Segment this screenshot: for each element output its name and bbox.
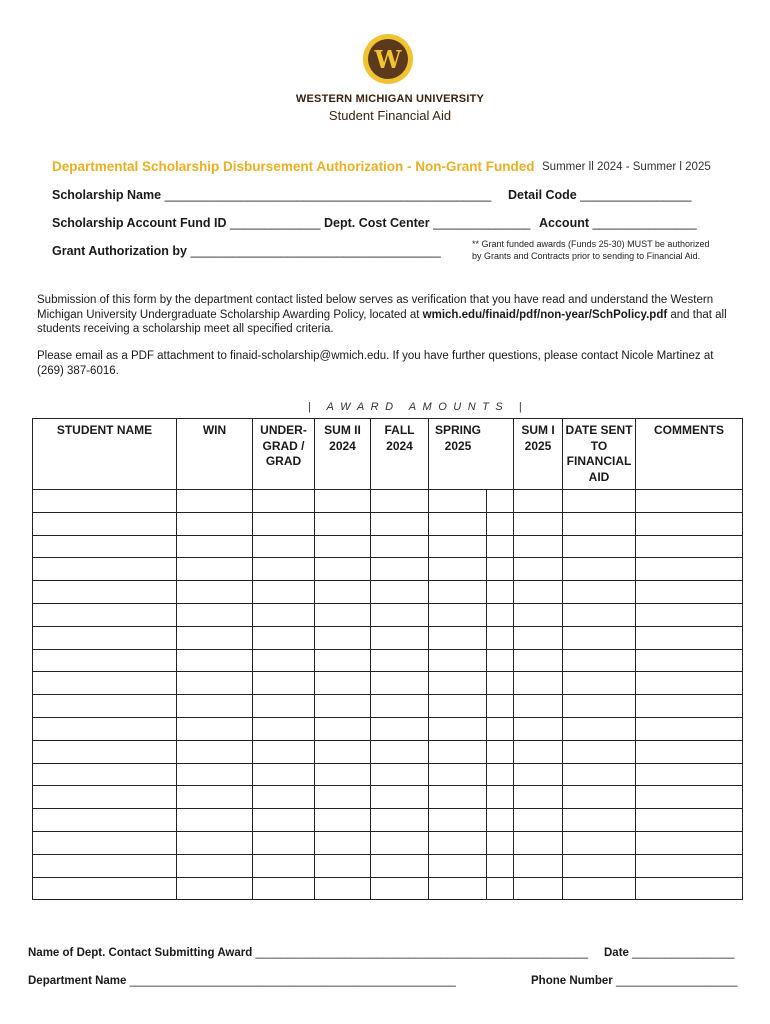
table-cell[interactable] xyxy=(514,649,563,672)
table-row xyxy=(33,603,743,626)
table-cell[interactable] xyxy=(253,672,315,695)
col-sum2-2024: SUM II 2024 xyxy=(315,419,371,490)
table-cell[interactable] xyxy=(636,558,743,581)
table-row xyxy=(33,877,743,900)
table-cell[interactable] xyxy=(563,695,636,718)
table-cell[interactable] xyxy=(177,717,253,740)
table-cell[interactable] xyxy=(371,763,429,786)
table-cell[interactable] xyxy=(636,717,743,740)
table-cell[interactable] xyxy=(371,740,429,763)
table-cell[interactable] xyxy=(253,831,315,854)
table-cell[interactable] xyxy=(429,490,487,513)
table-cell[interactable] xyxy=(487,603,514,626)
table-cell[interactable] xyxy=(563,512,636,535)
table-cell[interactable] xyxy=(514,672,563,695)
table-cell[interactable] xyxy=(563,672,636,695)
table-cell[interactable] xyxy=(563,581,636,604)
table-cell[interactable] xyxy=(429,717,487,740)
table-cell[interactable] xyxy=(315,809,371,832)
table-cell[interactable] xyxy=(487,626,514,649)
table-cell[interactable] xyxy=(636,809,743,832)
department-name-field[interactable]: Department Name ___________________________________________________ xyxy=(28,975,456,987)
table-cell[interactable] xyxy=(33,740,177,763)
table-cell[interactable] xyxy=(636,695,743,718)
table-cell[interactable] xyxy=(315,695,371,718)
table-header-row xyxy=(33,419,743,490)
account-field[interactable]: Account _______________ xyxy=(539,216,697,230)
table-cell[interactable] xyxy=(429,603,487,626)
table-cell[interactable] xyxy=(514,535,563,558)
award-table xyxy=(32,418,743,900)
table-row xyxy=(33,809,743,832)
table-cell[interactable] xyxy=(429,763,487,786)
table-cell[interactable] xyxy=(487,558,514,581)
table-cell[interactable] xyxy=(315,854,371,877)
table-cell[interactable] xyxy=(33,490,177,513)
wmu-logo xyxy=(362,33,414,85)
table-cell[interactable] xyxy=(315,877,371,900)
table-cell[interactable] xyxy=(514,581,563,604)
contact-paragraph: Please email as a PDF attachment to finaid-scholarship@wmich.edu. If you have further questions, please contact Nicole Martinez at (269) 387-6016. xyxy=(37,350,714,377)
col-win: WIN xyxy=(177,419,253,490)
table-cell[interactable] xyxy=(636,854,743,877)
table-cell[interactable] xyxy=(563,649,636,672)
table-cell[interactable] xyxy=(177,603,253,626)
table-cell[interactable] xyxy=(514,854,563,877)
table-cell[interactable] xyxy=(177,740,253,763)
policy-paragraph: Submission of this form by the department contact listed below serves as verification that you have read and understand the Western Michigan University Undergraduate Scholarship Awarding Policy, located at wmich.edu/finaid/pdf/non-year/SchPolicy.pdf and that all students receiving a scholarship meet all specified criteria. xyxy=(37,294,727,335)
table-cell[interactable] xyxy=(371,490,429,513)
table-cell[interactable] xyxy=(636,763,743,786)
table-cell[interactable] xyxy=(487,831,514,854)
table-cell[interactable] xyxy=(177,831,253,854)
table-cell[interactable] xyxy=(315,535,371,558)
table-cell[interactable] xyxy=(636,603,743,626)
table-cell[interactable] xyxy=(429,740,487,763)
table-cell[interactable] xyxy=(563,535,636,558)
table-cell[interactable] xyxy=(253,512,315,535)
table-cell[interactable] xyxy=(429,786,487,809)
table-cell[interactable] xyxy=(253,877,315,900)
col-undergrad: UNDER- GRAD / GRAD xyxy=(253,419,315,490)
table-cell[interactable] xyxy=(177,535,253,558)
table-row xyxy=(33,535,743,558)
table-cell[interactable] xyxy=(33,831,177,854)
table-cell[interactable] xyxy=(563,831,636,854)
table-cell[interactable] xyxy=(177,786,253,809)
date-field[interactable]: Date ________________ xyxy=(604,947,735,959)
table-row xyxy=(33,854,743,877)
table-cell[interactable] xyxy=(563,558,636,581)
table-cell[interactable] xyxy=(315,490,371,513)
table-cell[interactable] xyxy=(177,809,253,832)
table-cell[interactable] xyxy=(315,512,371,535)
table-cell[interactable] xyxy=(371,649,429,672)
table-cell[interactable] xyxy=(177,558,253,581)
contact-name-label: Name of Dept. Contact Submitting Award xyxy=(28,947,253,959)
table-row xyxy=(33,763,743,786)
col-date-sent: DATE SENT TO FINANCIAL AID xyxy=(563,419,636,490)
table-cell[interactable] xyxy=(429,854,487,877)
fund-id-label: Scholarship Account Fund ID xyxy=(52,216,227,230)
table-cell[interactable] xyxy=(487,672,514,695)
table-cell[interactable] xyxy=(487,490,514,513)
table-cell[interactable] xyxy=(33,854,177,877)
scholarship-name-label: Scholarship Name xyxy=(52,188,162,202)
table-cell[interactable] xyxy=(177,581,253,604)
table-cell[interactable] xyxy=(514,809,563,832)
scholarship-name-field[interactable]: Scholarship Name _______________________________________________ xyxy=(52,188,492,202)
table-cell[interactable] xyxy=(514,786,563,809)
table-row xyxy=(33,558,743,581)
table-cell[interactable] xyxy=(636,626,743,649)
table-cell[interactable] xyxy=(563,763,636,786)
table-cell[interactable] xyxy=(253,535,315,558)
table-cell[interactable] xyxy=(177,672,253,695)
table-cell[interactable] xyxy=(371,695,429,718)
grant-authorization-label: Grant Authorization by xyxy=(52,244,187,258)
table-cell[interactable] xyxy=(487,763,514,786)
table-cell[interactable] xyxy=(636,512,743,535)
table-cell[interactable] xyxy=(371,672,429,695)
table-row xyxy=(33,581,743,604)
table-cell[interactable] xyxy=(315,740,371,763)
detail-code-label: Detail Code xyxy=(508,188,577,202)
table-cell[interactable] xyxy=(253,558,315,581)
table-cell[interactable] xyxy=(253,854,315,877)
table-cell[interactable] xyxy=(487,717,514,740)
table-cell[interactable] xyxy=(636,581,743,604)
table-cell[interactable] xyxy=(33,649,177,672)
table-cell[interactable] xyxy=(371,877,429,900)
table-cell[interactable] xyxy=(253,740,315,763)
table-cell[interactable] xyxy=(563,740,636,763)
date-label: Date xyxy=(604,947,629,959)
table-cell[interactable] xyxy=(514,603,563,626)
table-cell[interactable] xyxy=(177,490,253,513)
table-cell[interactable] xyxy=(315,581,371,604)
table-cell[interactable] xyxy=(315,672,371,695)
cost-center-label: Dept. Cost Center xyxy=(324,216,430,230)
table-cell[interactable] xyxy=(636,831,743,854)
table-cell[interactable] xyxy=(563,490,636,513)
table-cell[interactable] xyxy=(563,626,636,649)
svg-text:W: W xyxy=(374,45,402,74)
award-amounts-label: | AWARD AMOUNTS | xyxy=(308,401,529,413)
table-row xyxy=(33,717,743,740)
table-cell[interactable] xyxy=(177,512,253,535)
table-cell[interactable] xyxy=(253,809,315,832)
grant-note: ** Grant funded awards (Funds 25-30) MUST be authorized by Grants and Contracts prior to sending to Financial Aid. xyxy=(472,239,710,261)
table-cell[interactable] xyxy=(315,603,371,626)
table-cell[interactable] xyxy=(563,877,636,900)
col-comments: COMMENTS xyxy=(636,419,743,490)
table-cell[interactable] xyxy=(253,603,315,626)
table-row xyxy=(33,695,743,718)
table-cell[interactable] xyxy=(429,649,487,672)
table-cell[interactable] xyxy=(487,786,514,809)
table-cell[interactable] xyxy=(429,831,487,854)
table-cell[interactable] xyxy=(514,763,563,786)
table-cell[interactable] xyxy=(487,649,514,672)
table-cell[interactable] xyxy=(563,786,636,809)
col-fall-2024: FALL 2024 xyxy=(371,419,429,490)
table-cell[interactable] xyxy=(429,626,487,649)
contact-name-field[interactable]: Name of Dept. Contact Submitting Award ____________________________________________________ xyxy=(28,947,589,959)
table-cell[interactable] xyxy=(487,854,514,877)
table-cell[interactable] xyxy=(315,717,371,740)
table-cell[interactable] xyxy=(371,512,429,535)
table-cell[interactable] xyxy=(636,535,743,558)
table-cell[interactable] xyxy=(487,877,514,900)
table-row xyxy=(33,626,743,649)
table-cell[interactable] xyxy=(371,831,429,854)
table-cell[interactable] xyxy=(487,809,514,832)
table-cell[interactable] xyxy=(33,695,177,718)
table-cell[interactable] xyxy=(33,581,177,604)
table-cell[interactable] xyxy=(514,512,563,535)
table-cell[interactable] xyxy=(315,649,371,672)
table-cell[interactable] xyxy=(315,558,371,581)
table-cell[interactable] xyxy=(177,626,253,649)
table-row xyxy=(33,740,743,763)
fund-id-field[interactable]: Scholarship Account Fund ID _____________ xyxy=(52,216,321,230)
form-period: Summer ll 2024 - Summer l 2025 xyxy=(542,161,711,173)
table-cell[interactable] xyxy=(636,877,743,900)
table-row xyxy=(33,490,743,513)
col-student-name: STUDENT NAME xyxy=(33,419,177,490)
table-cell[interactable] xyxy=(371,809,429,832)
table-row xyxy=(33,649,743,672)
account-label: Account xyxy=(539,216,589,230)
table-cell[interactable] xyxy=(315,626,371,649)
table-cell[interactable] xyxy=(253,649,315,672)
department-name-label: Department Name xyxy=(28,975,127,987)
table-cell[interactable] xyxy=(487,512,514,535)
table-cell[interactable] xyxy=(429,877,487,900)
table-cell[interactable] xyxy=(563,717,636,740)
table-cell[interactable] xyxy=(315,786,371,809)
table-cell[interactable] xyxy=(514,558,563,581)
phone-field[interactable]: Phone Number ___________________ xyxy=(531,975,738,987)
table-cell[interactable] xyxy=(514,626,563,649)
table-cell[interactable] xyxy=(33,603,177,626)
table-cell[interactable] xyxy=(33,877,177,900)
table-cell[interactable] xyxy=(177,649,253,672)
table-cell[interactable] xyxy=(371,786,429,809)
table-cell[interactable] xyxy=(429,695,487,718)
table-cell[interactable] xyxy=(177,695,253,718)
table-cell[interactable] xyxy=(33,672,177,695)
table-cell[interactable] xyxy=(487,581,514,604)
phone-label: Phone Number xyxy=(531,975,613,987)
table-row xyxy=(33,512,743,535)
table-cell[interactable] xyxy=(429,581,487,604)
table-cell[interactable] xyxy=(636,672,743,695)
table-cell[interactable] xyxy=(371,717,429,740)
table-cell[interactable] xyxy=(253,763,315,786)
table-cell[interactable] xyxy=(429,535,487,558)
table-cell[interactable] xyxy=(371,535,429,558)
table-cell[interactable] xyxy=(315,831,371,854)
table-row xyxy=(33,831,743,854)
table-cell[interactable] xyxy=(33,763,177,786)
table-cell[interactable] xyxy=(371,854,429,877)
department-name: Student Financial Aid xyxy=(328,108,452,123)
table-cell[interactable] xyxy=(253,581,315,604)
col-sum1-2025: SUM I 2025 xyxy=(514,419,563,490)
table-cell[interactable] xyxy=(514,740,563,763)
table-cell[interactable] xyxy=(487,695,514,718)
table-cell[interactable] xyxy=(636,740,743,763)
table-cell[interactable] xyxy=(371,581,429,604)
form-title: Departmental Scholarship Disbursement Authorization - Non-Grant Funded xyxy=(52,159,535,174)
table-cell[interactable] xyxy=(33,809,177,832)
table-cell[interactable] xyxy=(514,490,563,513)
table-cell[interactable] xyxy=(429,558,487,581)
table-cell[interactable] xyxy=(514,831,563,854)
table-cell[interactable] xyxy=(33,512,177,535)
table-cell[interactable] xyxy=(177,877,253,900)
table-cell[interactable] xyxy=(253,695,315,718)
table-cell[interactable] xyxy=(563,603,636,626)
grant-authorization-field[interactable]: Grant Authorization by ____________________________________ xyxy=(52,244,441,258)
table-cell[interactable] xyxy=(514,695,563,718)
table-row xyxy=(33,786,743,809)
table-cell[interactable] xyxy=(177,763,253,786)
table-cell[interactable] xyxy=(429,809,487,832)
table-cell[interactable] xyxy=(429,672,487,695)
table-cell[interactable] xyxy=(371,558,429,581)
table-cell[interactable] xyxy=(33,535,177,558)
cost-center-field[interactable]: Dept. Cost Center ______________ xyxy=(324,216,531,230)
table-cell[interactable] xyxy=(253,490,315,513)
table-cell[interactable] xyxy=(514,877,563,900)
table-cell[interactable] xyxy=(487,740,514,763)
table-cell[interactable] xyxy=(33,786,177,809)
table-cell[interactable] xyxy=(371,603,429,626)
table-cell[interactable] xyxy=(636,786,743,809)
detail-code-field[interactable]: Detail Code ________________ xyxy=(508,188,692,202)
table-cell[interactable] xyxy=(487,535,514,558)
col-spring-2025: SPRING 2025 xyxy=(429,419,514,490)
table-cell[interactable] xyxy=(33,558,177,581)
table-cell[interactable] xyxy=(315,763,371,786)
table-cell[interactable] xyxy=(636,490,743,513)
table-cell[interactable] xyxy=(253,786,315,809)
table-cell[interactable] xyxy=(253,626,315,649)
table-cell[interactable] xyxy=(563,809,636,832)
table-cell[interactable] xyxy=(33,717,177,740)
table-row xyxy=(33,672,743,695)
table-cell[interactable] xyxy=(514,717,563,740)
table-cell[interactable] xyxy=(33,626,177,649)
table-cell[interactable] xyxy=(563,854,636,877)
table-cell[interactable] xyxy=(177,854,253,877)
university-name: WESTERN MICHIGAN UNIVERSITY xyxy=(295,93,485,105)
table-cell[interactable] xyxy=(371,626,429,649)
table-cell[interactable] xyxy=(636,649,743,672)
policy-link[interactable]: wmich.edu/finaid/pdf/non-year/SchPolicy.pdf xyxy=(422,308,668,321)
table-cell[interactable] xyxy=(253,717,315,740)
table-cell[interactable] xyxy=(429,512,487,535)
